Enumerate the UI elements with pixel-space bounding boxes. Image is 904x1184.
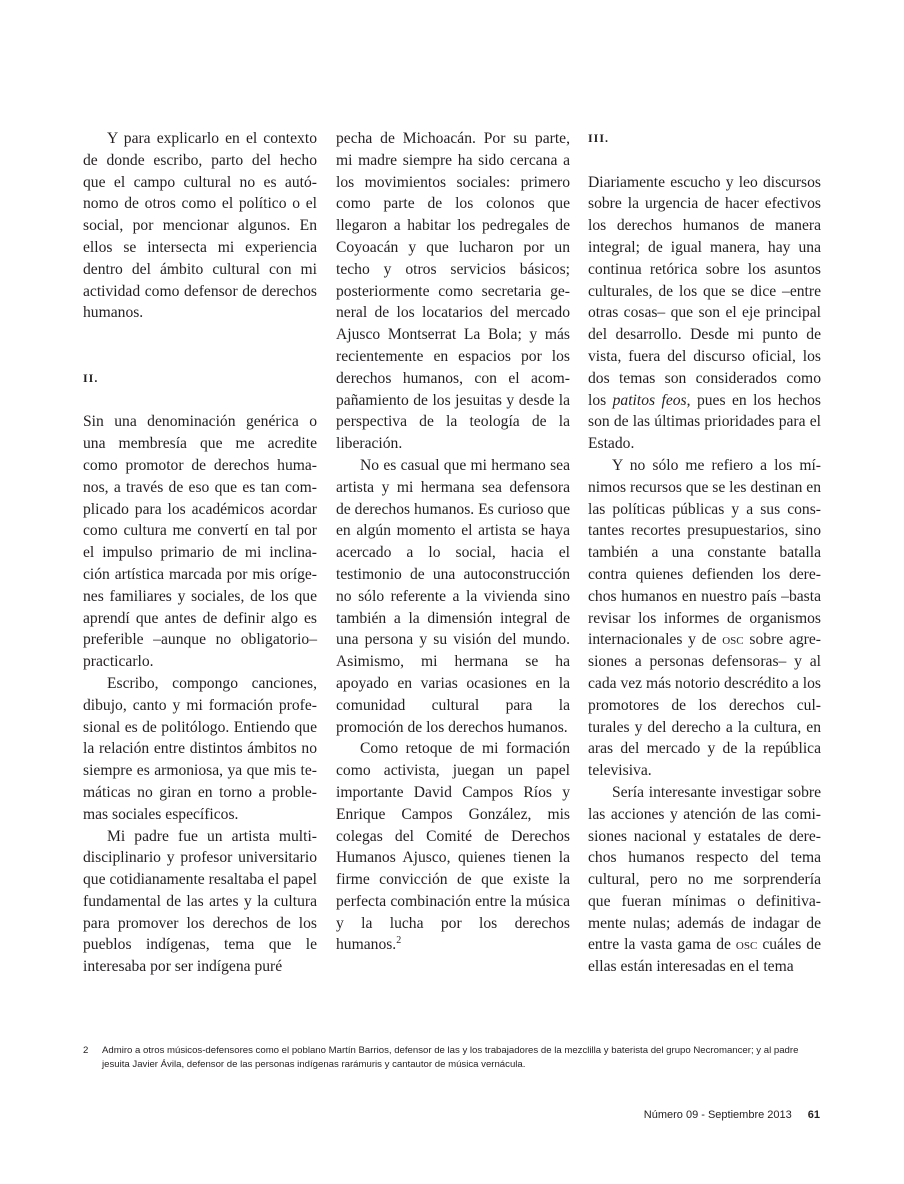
paragraph: Sin una denominación genérica o una membresía que me acredite como promotor de derechos humanos, a través de eso que es tan complicado para los académicos acordar como cultura me convertí en tal por el impulso primario de mi inclinación artística marcada por mis orígenes familiares y sociales, de los que aprendí que antes de definir algo es preferible –aunque no obligatorio– practicarlo. bbox=[83, 413, 317, 671]
paragraph-text: Diariamente escucho y leo discursos sobre la urgencia de hacer efectivos los derechos humanos de manera integral; de igual manera, hay una continua retórica sobre los asuntos culturales, de los que se dice –entre otras cosas– que son el eje principal del desarrollo. Desde mi punto de vista, fuera del discurso oficial, los dos temas son considerados como los bbox=[588, 173, 821, 409]
page-footer bbox=[644, 1109, 820, 1121]
paragraph bbox=[588, 455, 821, 782]
paragraph: Escribo, compongo canciones, dibujo, canto y mi formación profesional es de politólogo. Entiendo que la relación entre distintos ámbitos no siempre es armoniosa, ya que mis temáticas no giran en torno a problemas sociales específicos. bbox=[83, 674, 317, 823]
paragraph: Y para explicarlo en el contexto de donde escribo, parto del hecho que el campo cultural no es autónomo de otros como el político o el social, por mencionar algunos. En ellos se intersecta mi experiencia dentro del ámbito cultural con mi actividad como defensor de derechos humanos. bbox=[83, 130, 317, 322]
paragraph-text: Sería interesante investigar sobre las acciones y atención de las comisiones nacional y estatales de derechos humanos respecto del tema cultural, pero no me sorprendería que fueran mínimas o definitivamente nulas; además de indagar de entre la vasta gama de bbox=[588, 783, 821, 954]
spacer bbox=[83, 390, 317, 412]
paragraph: Mi padre fue un artista multidisciplinario y profesor universitario que cotidianamente resaltaba el papel fundamental de las artes y la cultura para promover los derechos de los pueblos indígenas, tema que le interesaba por ser indígena puré bbox=[83, 827, 317, 976]
paragraph bbox=[588, 782, 821, 978]
paragraph bbox=[336, 738, 570, 956]
section-heading: III. bbox=[588, 131, 610, 145]
emphasis: patitos feos bbox=[612, 391, 687, 409]
footnote-reference[interactable]: 2 bbox=[396, 935, 402, 947]
issue-label: Número 09 - Septiembre 2013 bbox=[643, 1109, 792, 1121]
abbreviation: osc bbox=[735, 936, 758, 954]
paragraph-text: Como retoque de mi formación como activista, juegan un papel importante David Campos Ríos y Enrique Campos González, mis colegas del Comité de Derechos Humanos Ajusco, quienes tienen la firme convicción de que existe la perfecta combinación entre la música y la lucha por los derechos humanos. bbox=[336, 740, 570, 954]
spacer bbox=[588, 150, 821, 172]
paragraph-text: cuáles de ellas están interesadas en el tema bbox=[588, 936, 821, 976]
section-heading: II. bbox=[83, 370, 99, 385]
text-column-2 bbox=[336, 128, 570, 956]
paragraph-text: Y no sólo me refiero a los mínimos recursos que se les destinan en las políticas públicas y a sus constantes recortes presupuestarios, sino también a una constante batalla contra quienes defienden los derechos humanos en nuestro país –basta revisar los informes de organismos internacionales y de bbox=[588, 456, 821, 649]
paragraph: No es casual que mi hermano sea artista y mi hermana sea defensora de derechos humanos. Es curioso que en algún momento el artista se haya acercado a lo social, hacia el testimonio de una autoconstrucción no sólo referente a la vivienda sino también a la dimensión integral de una persona y su visión del mundo. Asimismo, mi hermana se ha apoyado en varias ocasiones en la comunidad cultural para la promoción de los derechos humanos. bbox=[336, 456, 570, 736]
spacer bbox=[83, 324, 317, 368]
footnote-number: 2 bbox=[83, 1045, 89, 1056]
text-column-1 bbox=[83, 128, 317, 978]
footnote bbox=[83, 1044, 823, 1072]
abbreviation: osc bbox=[722, 631, 744, 649]
paragraph bbox=[588, 172, 821, 455]
paragraph-text: sobre agresiones a personas defensoras– y al cada vez más notorio descrédito a los promotores de los derechos culturales y del derecho a la cultura, en aras del mercado y de la república televisiva. bbox=[588, 631, 821, 780]
paragraph: pecha de Michoacán. Por su parte, mi madre siempre ha sido cercana a los movimientos sociales: primero como parte de los colonos que llegaron a habitar los pedregales de Coyoacán y que lucharon por un techo y otros servicios básicos; posteriormente como secretaria general de los locatarios del mercado Ajusco Montserrat La Bola; y más recientemente en espacios por los derechos humanos, con el acompañamiento de los jesuitas y desde la perspectiva de la teología de la liberación. bbox=[336, 130, 570, 453]
footnote-text: Admiro a otros músicos-defensores como el poblano Martín Barrios, defensor de las y los trabajadores de la mezclilla y baterista del grupo Necromancer; y al padre jesuita Javier Ávila, defensor de las personas indígenas rarámuris y cantautor de música vernácula. bbox=[102, 1045, 799, 1070]
text-column-3 bbox=[588, 128, 821, 978]
page-number: 61 bbox=[807, 1109, 820, 1121]
paragraph-text: , pues en los hechos son de las últimas prioridades para el Estado. bbox=[588, 391, 821, 453]
